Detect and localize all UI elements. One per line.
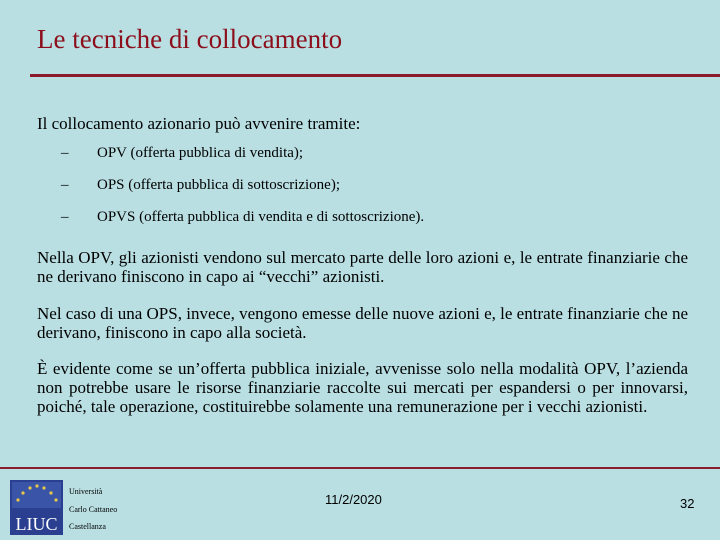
list-item bbox=[37, 177, 424, 209]
paragraph-conclusion: È evidente come se un’offerta pubblica iniziale, avvenisse solo nella modalità OPV, l’azienda non potrebbe usare le risorse finanziarie raccolte sui mercati per espandersi o per innovarsi, poiché, tale operazione, costituirebbe solamente una remunerazione per i vecchi azionisti. bbox=[37, 359, 688, 416]
slide-date: 11/2/2020 bbox=[325, 492, 382, 507]
university-line: Castellanza bbox=[69, 522, 106, 531]
paragraph-ops: Nel caso di una OPS, invece, vengono emesse delle nuove azioni e, le entrate finanziarie che ne derivano, finiscono in capo alla società. bbox=[37, 304, 688, 342]
bullet-text: OPV (offerta pubblica di vendita); bbox=[97, 145, 304, 161]
list-item bbox=[37, 145, 424, 177]
intro-text: Il collocamento azionario può avvenire tramite: bbox=[37, 114, 361, 133]
bullet-list bbox=[37, 145, 424, 241]
paragraph-opv: Nella OPV, gli azionisti vendono sul mercato parte delle loro azioni e, le entrate finanziarie che ne derivano finiscono in capo ai “vecchi” azionisti. bbox=[37, 248, 688, 286]
university-line: Carlo Cattaneo bbox=[69, 505, 118, 514]
list-item bbox=[37, 209, 424, 241]
logo-text: LIUC bbox=[15, 514, 58, 534]
title-divider bbox=[30, 74, 720, 77]
bullet-dash: – bbox=[61, 209, 69, 225]
university-line: Università bbox=[69, 487, 103, 496]
bullet-text: OPVS (offerta pubblica di vendita e di sottoscrizione). bbox=[97, 209, 425, 225]
bullet-text: OPS (offerta pubblica di sottoscrizione); bbox=[97, 177, 341, 193]
page-number: 32 bbox=[680, 496, 695, 511]
slide-title: Le tecniche di collocamento bbox=[37, 24, 343, 54]
footer-divider bbox=[0, 467, 720, 469]
liuc-logo-icon bbox=[10, 480, 63, 535]
bullet-dash: – bbox=[61, 145, 69, 161]
bullet-dash: – bbox=[61, 177, 69, 193]
